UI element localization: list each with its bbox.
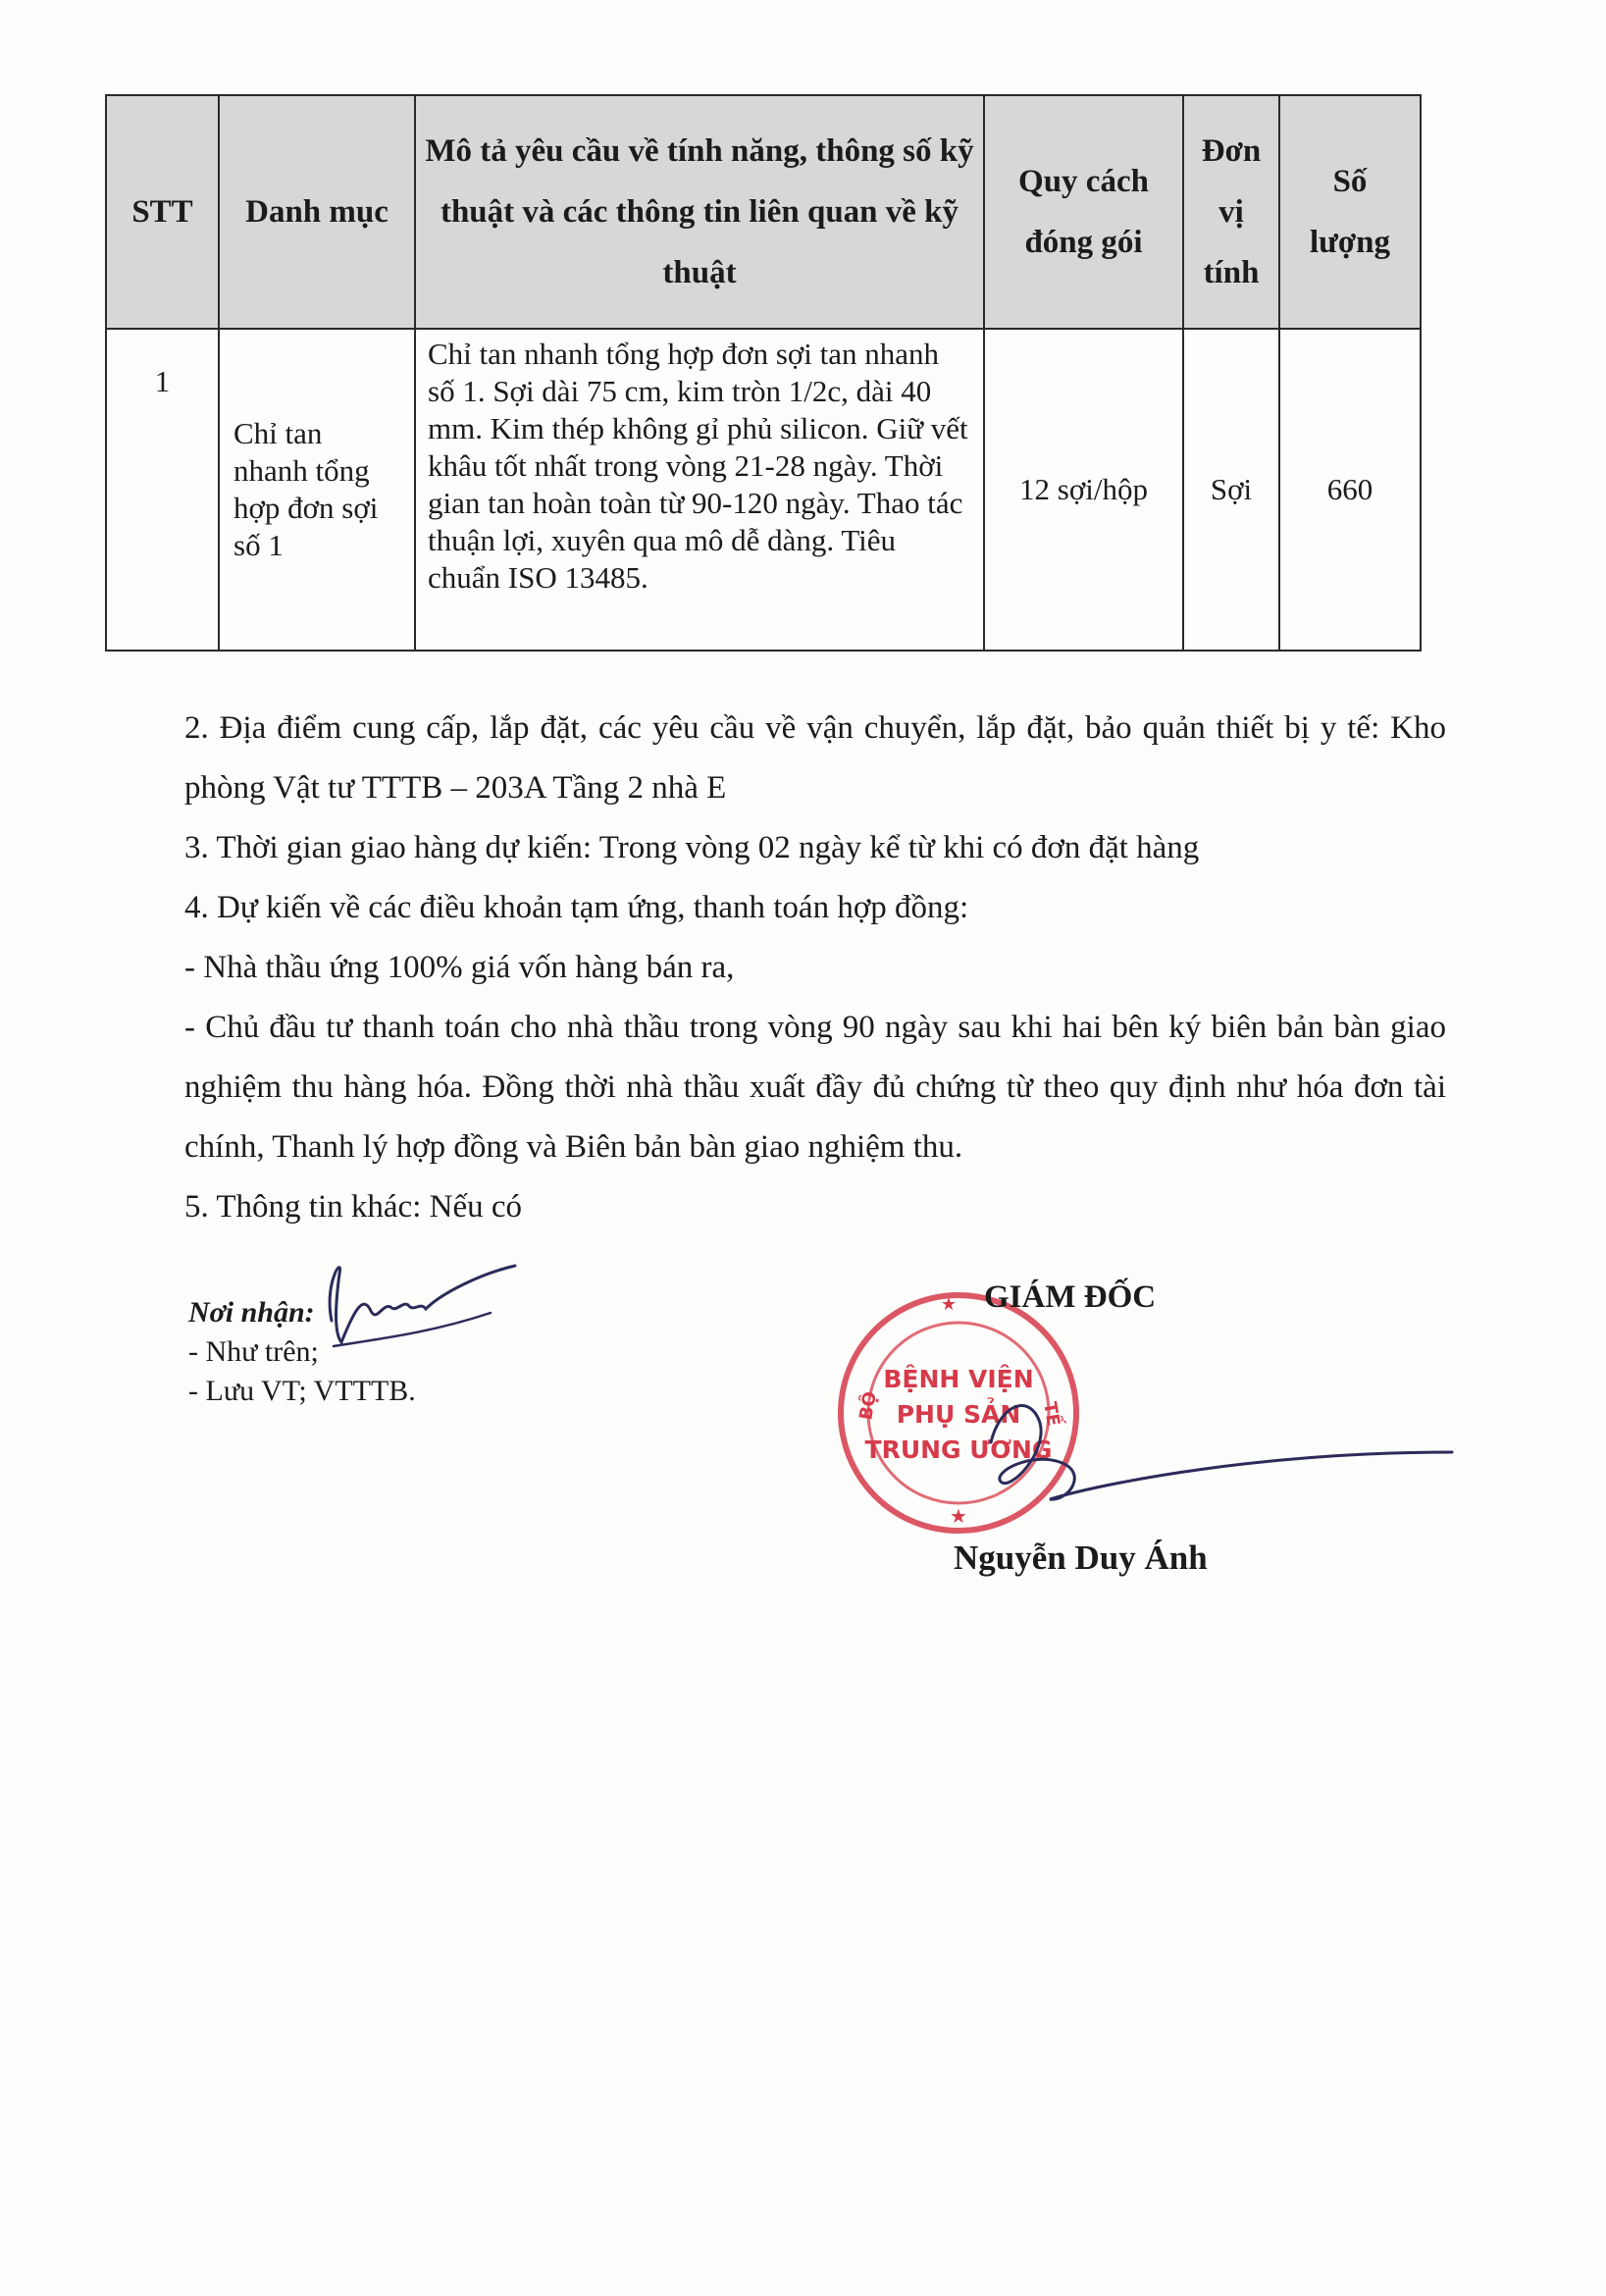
header-quantity: Số lượng — [1279, 95, 1421, 329]
table-row — [106, 329, 1421, 651]
stamp-left-mark: BỘ — [855, 1389, 881, 1422]
stamp-line-3: TRUNG ƯƠNG — [864, 1435, 1053, 1464]
stamp-line-1: BỆNH VIỆN — [883, 1365, 1034, 1393]
item-5-other-info: 5. Thông tin khác: Nếu có — [184, 1189, 522, 1225]
director-title: GIÁM ĐỐC — [984, 1279, 1157, 1315]
cell-description: Chỉ tan nhanh tổng hợp đơn sợi tan nhanh số 1. Sợi dài 75 cm, kim tròn 1/2c, dài 40 mm. Kim thép không gỉ phủ silicon. Giữ vết khâu tốt nhất trong vòng 21-28 ngày. Thời gian tan hoàn toàn từ 90-120 ngày. Thao tác thuận lợi, xuyên qua mô dễ dàng. Tiêu chuẩn ISO 13485. — [415, 329, 984, 651]
header-unit: Đơn vị tính — [1183, 95, 1279, 329]
director-name: Nguyễn Duy Ánh — [954, 1539, 1208, 1577]
recipients-title: Nơi nhận: — [188, 1296, 315, 1329]
table-header-row — [106, 95, 1421, 329]
item-4-advance: - Nhà thầu ứng 100% giá vốn hàng bán ra, — [184, 950, 735, 985]
cell-category: Chỉ tan nhanh tổng hợp đơn sợi số 1 — [219, 329, 415, 651]
item-4-payment: - Chủ đầu tư thanh toán cho nhà thầu trong vòng 90 ngày sau khi hai bên ký biên bản bàn giao nghiệm thu hàng hóa. Đồng thời nhà thầu xuất đầy đủ chứng từ theo quy định như hóa đơn tài chính, Thanh lý hợp đồng và Biên bản bàn giao nghiệm thu. — [184, 1010, 1446, 1165]
initial-signature — [294, 1244, 520, 1362]
header-description: Mô tả yêu cầu về tính năng, thông số kỹ thuật và các thông tin liên quan về kỹ thuật — [415, 95, 984, 329]
cell-unit: Sợi — [1183, 329, 1279, 651]
header-category: Danh mục — [219, 95, 415, 329]
recipient-line-2: - Lưu VT; VTTTB. — [188, 1375, 416, 1407]
header-stt: STT — [106, 95, 219, 329]
cell-packaging: 12 sợi/hộp — [984, 329, 1183, 651]
item-3-delivery-time: 3. Thời gian giao hàng dự kiến: Trong vòng 02 ngày kể từ khi có đơn đặt hàng — [184, 830, 1200, 865]
director-signature — [971, 1383, 1462, 1521]
cell-stt-value: 1 — [154, 364, 171, 398]
stamp-star-icon: ★ — [950, 1504, 967, 1528]
cell-stt — [106, 329, 219, 651]
stamp-line-2: PHỤ SẢN — [896, 1400, 1021, 1429]
stamp-top-star-icon: ★ — [940, 1294, 958, 1315]
item-2-delivery-location: 2. Địa điểm cung cấp, lắp đặt, các yêu cầu về vận chuyển, lắp đặt, bảo quản thiết bị y tế: Kho phòng Vật tư TTTB – 203A Tầng 2 nhà E — [184, 710, 1446, 806]
recipient-line-1: - Như trên; — [188, 1335, 319, 1368]
stamp-right-mark: TẾ — [1039, 1400, 1064, 1429]
cell-quantity: 660 — [1279, 329, 1421, 651]
requirements-table — [105, 94, 1422, 652]
body-text — [184, 699, 1446, 1237]
header-packaging: Quy cách đóng gói — [984, 95, 1183, 329]
item-4-payment-terms: 4. Dự kiến về các điều khoản tạm ứng, thanh toán hợp đồng: — [184, 890, 969, 925]
